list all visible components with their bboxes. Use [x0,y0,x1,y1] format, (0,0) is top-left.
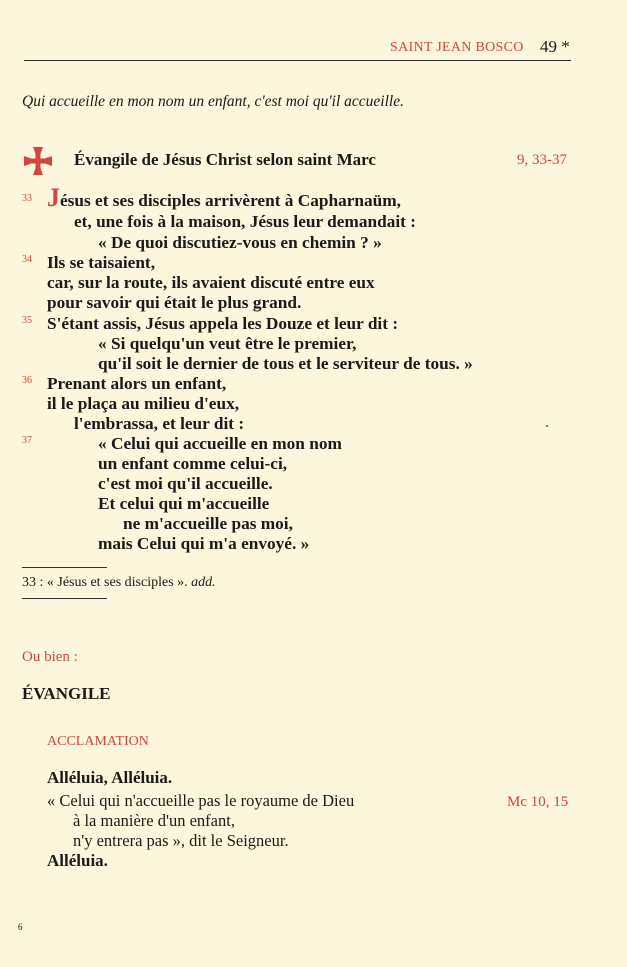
acclamation-label: ACCLAMATION [47,734,149,749]
footnote: 33 : « Jésus et ses disciples ». add. [22,575,216,590]
reading-line: Et celui qui m'accueille [98,494,270,513]
gospel-reference: 9, 33-37 [517,152,567,168]
drop-cap: J [47,183,60,212]
corner-mark: 6 [18,922,23,932]
alleluia-close: Alléluia. [47,851,108,870]
page-number: 49 * [540,37,570,56]
reading-line: pour savoir qui était le plus grand. [47,293,302,312]
footnote-rule-bottom [22,598,107,599]
reading-line: qu'il soit le dernier de tous et le serviteur de tous. » [98,354,473,373]
verse-number: 37 [22,435,32,446]
acclamation-line: à la manière d'un enfant, [73,811,235,830]
acclamation-line: « Celui qui n'accueille pas le royaume de Dieu [47,791,355,810]
reading-line: l'embrassa, et leur dit : [74,414,245,433]
footnote-rule-top [22,567,107,568]
acclamation-reference: Mc 10, 15 [507,794,569,810]
reading-line: et, une fois à la maison, Jésus leur demandait : [74,212,416,231]
verse-number: 33 [22,193,32,204]
verse-number: 34 [22,254,32,265]
reading-line: « De quoi discutiez-vous en chemin ? » [98,233,382,252]
reading-line: Ils se taisaient, [47,253,156,272]
reading-line: il le plaça au milieu d'eux, [47,394,240,413]
running-title: SAINT JEAN BOSCO [390,40,524,55]
reading-line: mais Celui qui m'a envoyé. » [98,534,310,553]
header-rule [24,60,571,61]
reading-line: ne m'accueille pas moi, [123,514,293,533]
reading-line: c'est moi qu'il accueille. [98,474,273,493]
reading-line: un enfant comme celui-ci, [98,454,288,473]
alleluia-open: Alléluia, Alléluia. [47,768,173,787]
reading-line: « Celui qui accueille en mon nom [98,434,342,453]
acclamation-line: n'y entrera pas », dit le Seigneur. [73,831,289,850]
speck [546,425,548,427]
alternative-heading: ÉVANGILE [22,684,111,703]
reading-line: S'étant assis, Jésus appela les Douze et leur dit : [47,314,399,333]
maltese-cross-icon [22,145,54,177]
antiphon: Qui accueille en mon nom un enfant, c'est moi qu'il accueille. [22,93,404,110]
reading-line: car, sur la route, ils avaient discuté entre eux [47,273,375,292]
alternative-label: Ou bien : [22,649,78,665]
verse-number: 36 [22,375,32,386]
verse-number: 35 [22,315,32,326]
gospel-title: Évangile de Jésus Christ selon saint Marc [74,150,376,169]
reading-line: Prenant alors un enfant, [47,374,227,393]
reading-line: « Si quelqu'un veut être le premier, [98,334,357,353]
reading-line: Jésus et ses disciples arrivèrent à Capharnaüm, [47,183,401,212]
